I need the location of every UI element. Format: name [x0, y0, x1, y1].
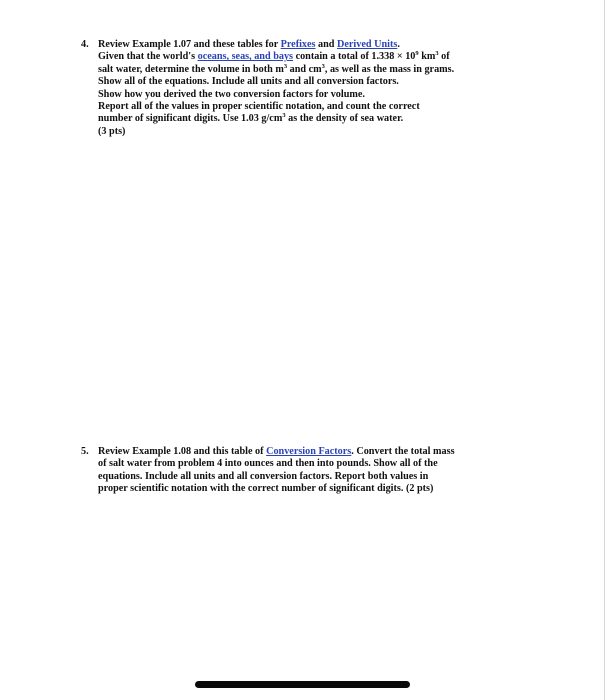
problem-5-line-4: proper scientific notation with the correct number of significant digits. (2 pts): [98, 483, 434, 495]
prefixes-link[interactable]: Prefixes: [280, 39, 316, 50]
problem-5-line-1: Review Example 1.08 and this table of Conversion Factors. Convert the total mass: [98, 446, 455, 457]
problem-5-line-2: of salt water from problem 4 into ounces and then into pounds. Show all of the: [98, 458, 438, 470]
problem-5-text: [98, 446, 498, 496]
problem-4-line-2: Given that the world's oceans, seas, and bays contain a total of $1.338 \times 10^9$ $km^3$ of: [98, 50, 450, 63]
oceans-seas-bays-link[interactable]: oceans, seas, and bays: [197, 51, 294, 63]
home-indicator-bar[interactable]: [195, 681, 410, 688]
problem-4-line-6: Report all of the values in proper scientific notation, and count the correct: [98, 101, 420, 113]
problem-4-line-4: Show all of the equations. Include all units and all conversion factors.: [98, 76, 399, 88]
derived-units-link[interactable]: Derived Units: [337, 39, 398, 50]
problem-4-number: 4.: [81, 39, 89, 50]
problem-4-points: (3 pts): [98, 125, 126, 137]
conversion-factors-link[interactable]: Conversion Factors: [266, 446, 352, 457]
problem-4-line-5: Show how you derived the two conversion factors for volume.: [98, 88, 365, 100]
problem-4-line-1: Review Example 1.07 and these tables for Prefixes and Derived Units.: [98, 39, 400, 50]
problem-4-line-3: salt water, determine the volume in both $m^3$ and $cm^3$, as well as the mass in grams.: [98, 62, 455, 75]
problem-4-line-7: number of significant digits. Use 1.03 $g/cm^3$ as the density of sea water.: [98, 112, 404, 125]
problem-4-text: [98, 39, 498, 138]
problem-5-line-3: equations. Include all units and all conversion factors. Report both values in: [98, 470, 429, 482]
problem-5-number: 5.: [81, 446, 89, 457]
